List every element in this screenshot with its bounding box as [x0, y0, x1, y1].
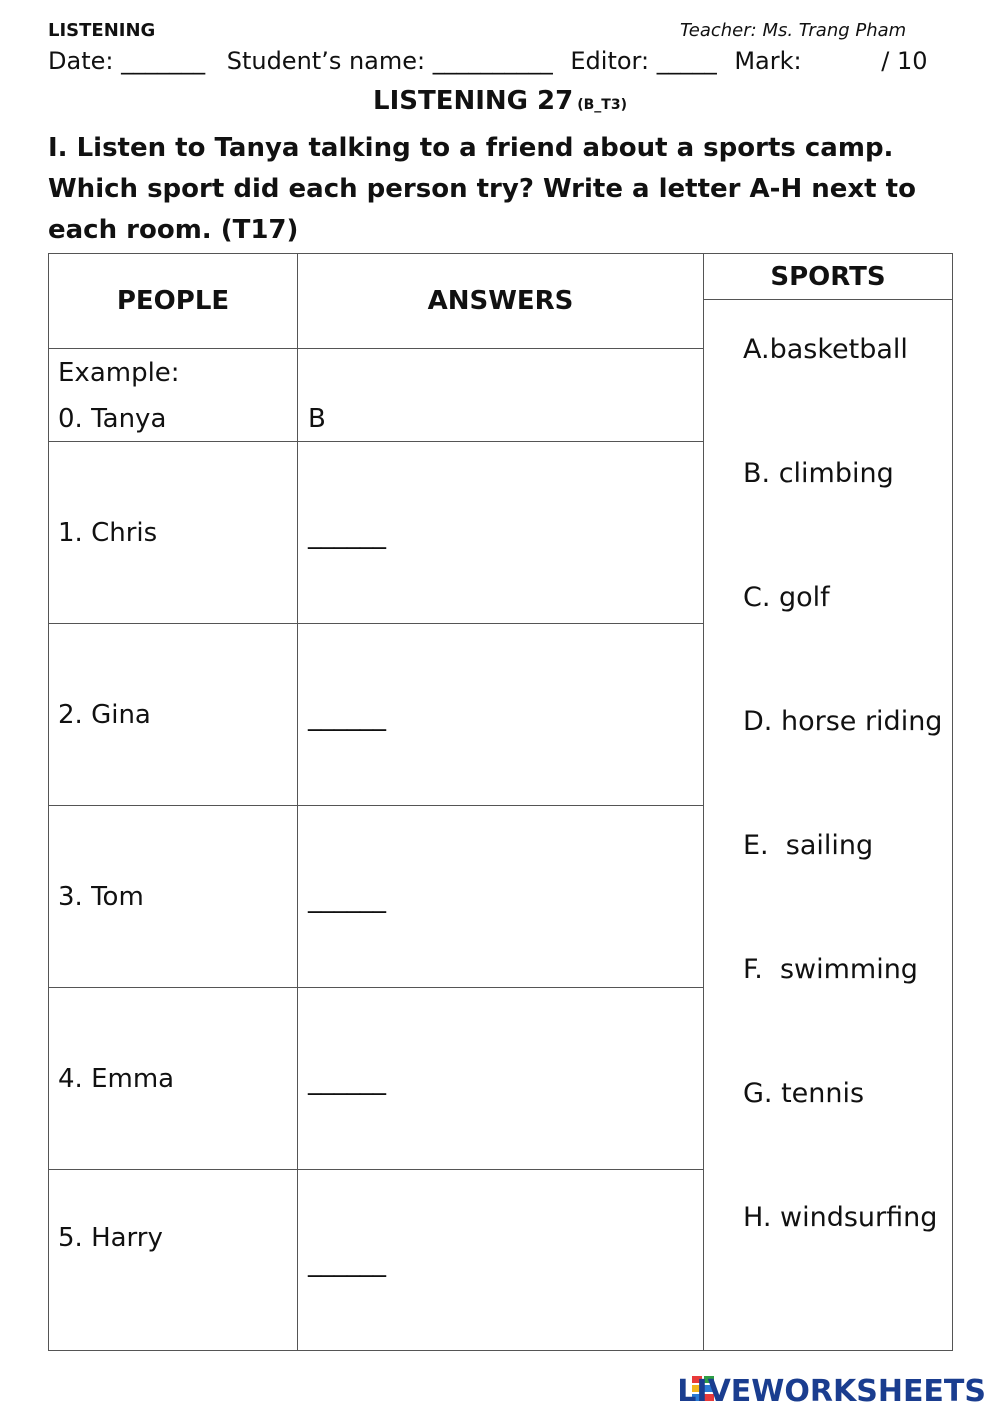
row-divider — [48, 623, 704, 624]
date-field[interactable]: Date: _______ — [48, 47, 206, 75]
student-info-line — [48, 47, 928, 75]
sports-header-divider — [703, 299, 953, 300]
sport-option: A.basketball — [743, 334, 908, 365]
answer-blank[interactable]: ______ — [308, 1248, 386, 1278]
example-person: 0. Tanya — [58, 404, 167, 434]
person-name: 2. Gina — [58, 700, 151, 730]
person-name: 5. Harry — [58, 1223, 163, 1253]
sport-option: F. swimming — [743, 954, 918, 985]
section-label: LISTENING — [48, 20, 156, 41]
editor-field[interactable]: Editor: _____ — [570, 47, 717, 75]
header-sports: SPORTS — [770, 262, 886, 292]
sport-option: C. golf — [743, 582, 830, 613]
student-name-field[interactable]: Student’s name: __________ — [226, 47, 553, 75]
liveworksheets-logo[interactable]: LIVEWORKSHEETS — [677, 1374, 986, 1409]
example-label: Example: — [58, 358, 180, 388]
answer-blank[interactable]: ______ — [308, 702, 386, 732]
row-divider — [48, 1169, 704, 1170]
person-name: 3. Tom — [58, 882, 144, 912]
page-title — [0, 86, 1000, 116]
title-main: LISTENING 27 — [373, 86, 574, 116]
table-border-top — [48, 253, 953, 254]
answer-blank[interactable]: ______ — [308, 520, 386, 550]
answer-blank[interactable]: ______ — [308, 884, 386, 914]
table-border-left — [48, 253, 49, 1351]
mark-label: Mark: — [734, 47, 802, 75]
sport-option: H. windsurfing — [743, 1202, 938, 1233]
sport-option: E. sailing — [743, 830, 874, 861]
instruction-text: I. Listen to Tanya talking to a friend about a sports camp. Which sport did each person try? Write a letter A-H next to each room. (T17) — [48, 133, 916, 245]
row-divider — [48, 805, 704, 806]
row-divider — [48, 987, 704, 988]
teacher-name: Teacher: Ms. Trang Pham — [680, 20, 907, 41]
table-border-right — [952, 253, 953, 1351]
header-answers: ANSWERS — [427, 286, 574, 316]
answer-blank[interactable]: ______ — [308, 1066, 386, 1096]
table-border-bottom — [48, 1350, 953, 1351]
person-name: 4. Emma — [58, 1064, 175, 1094]
sport-option: G. tennis — [743, 1078, 865, 1109]
sport-option: D. horse riding — [743, 706, 943, 737]
example-answer: B — [308, 404, 326, 434]
row-divider — [48, 348, 704, 349]
person-name: 1. Chris — [58, 518, 158, 548]
title-code: (B_T3) — [577, 97, 627, 113]
column-divider — [297, 253, 298, 1351]
sport-option: B. climbing — [743, 458, 894, 489]
header-people: PEOPLE — [116, 286, 230, 316]
column-divider — [703, 253, 704, 1351]
row-divider — [48, 441, 704, 442]
mark-total: / 10 — [881, 47, 928, 75]
